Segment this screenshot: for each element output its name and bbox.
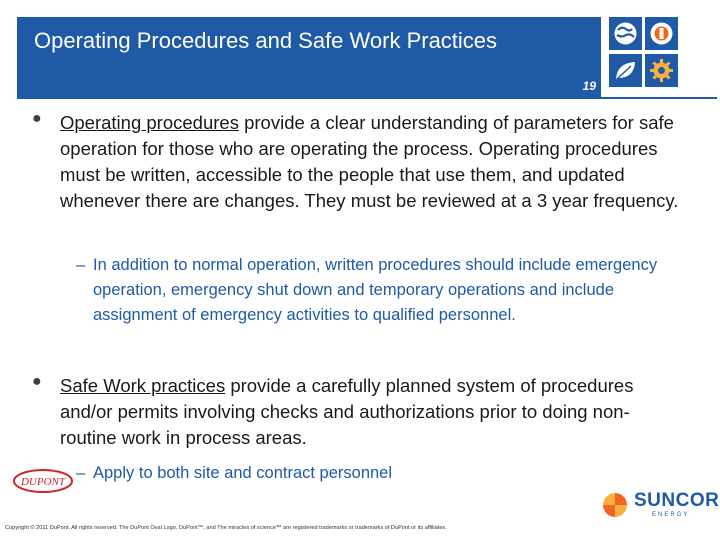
suncor-logo: [600, 488, 718, 524]
globe-icon: [609, 17, 642, 50]
dupont-logo-text: DUPONT: [20, 476, 66, 488]
bullet-1-body: provide a clear understanding of parameters for safe operation for those who are operating the process. Operating procedures must be written, accessible to the people that use them, and updated whenever there are changes. They must be reviewed at a 3 year frequency.: [60, 112, 679, 211]
gear-icon: [645, 54, 678, 87]
dash-marker: –: [76, 464, 86, 482]
bullet-marker: ●: [32, 373, 42, 390]
bullet-2-body: provide a carefully planned system of procedures and/or permits involving checks and authorizations prior to doing non-routine work in process areas.: [60, 375, 634, 448]
icon-grid: [609, 17, 713, 97]
sub-bullet-1-text: In addition to normal operation, written procedures should include emergency operation, emergency shut down and temporary operations and include assignment of emergency activities to qualified personnel.: [93, 256, 658, 324]
dash-marker: –: [76, 256, 86, 274]
suncor-subtitle: ENERGY: [652, 512, 690, 518]
bullet-2-text: [60, 373, 680, 451]
sub-bullet-1: [76, 253, 676, 328]
bullet-1-text: [60, 110, 680, 214]
sub-bullet-2-text: Apply to both site and contract personnel: [93, 464, 393, 482]
slide-number: 19: [582, 79, 596, 93]
sub-bullet-2: [76, 461, 676, 486]
suncor-wordmark: SUNCOR: [634, 490, 720, 511]
copyright-notice: Copyright © 2011 DuPont. All rights reserved. The DuPont Oval Logo, DuPont™, and The miracles of science™ are registered trademarks or trademarks of DuPont or its affiliates.: [5, 525, 447, 531]
safety-icon: [645, 17, 678, 50]
bullet-1-keyword: Operating procedures: [60, 112, 239, 133]
leaf-icon: [609, 54, 642, 87]
bullet-2-keyword: Safe Work practices: [60, 375, 226, 396]
page-title: Operating Procedures and Safe Work Practices: [34, 28, 498, 53]
title-banner: [17, 17, 601, 97]
header-divider: [17, 97, 717, 99]
bullet-marker: ●: [32, 110, 42, 127]
dupont-logo: [12, 468, 74, 494]
